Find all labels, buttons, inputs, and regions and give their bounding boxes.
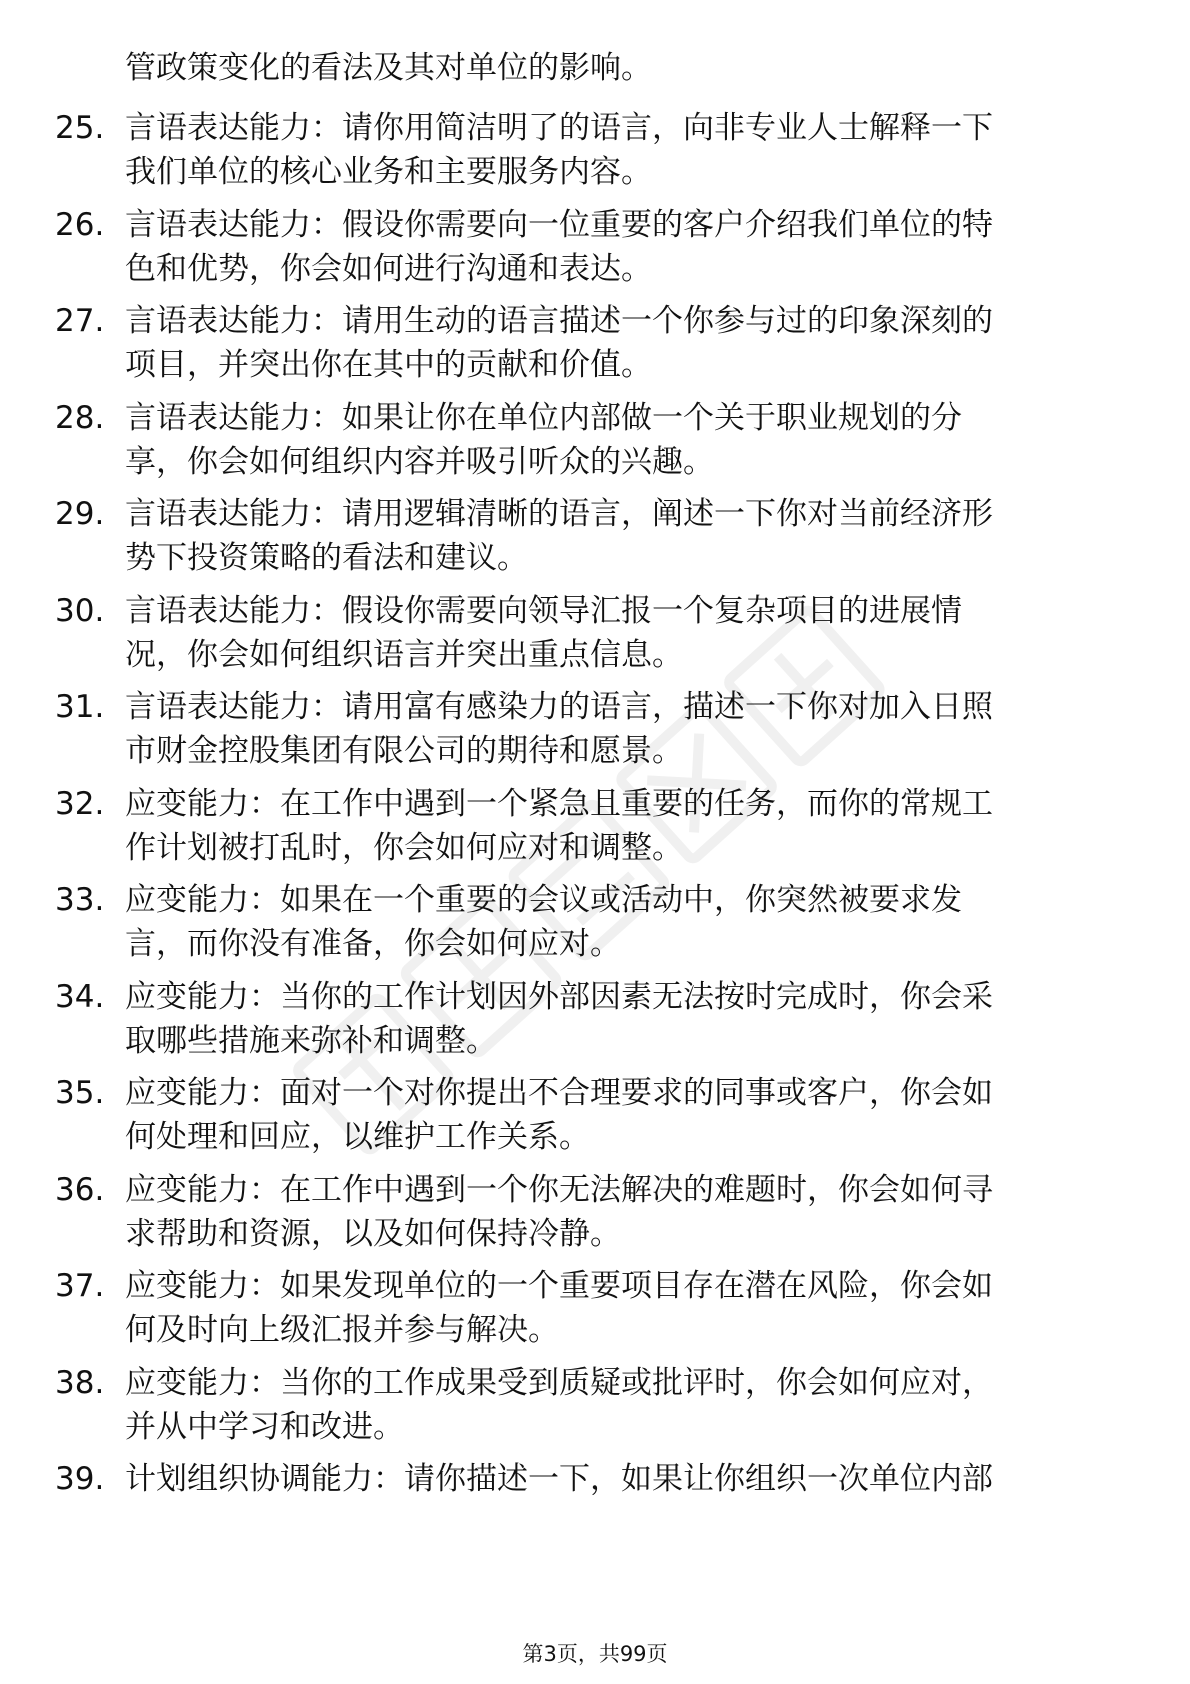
question-number: 25. [55, 110, 105, 146]
page-number: 第3页，共99页 [522, 1642, 668, 1666]
question-text [125, 299, 1115, 387]
question-text-line: 市财金控股集团有限公司的期待和愿景。 [125, 733, 683, 769]
question-number: 36. [55, 1172, 105, 1208]
question-text-line: 应变能力：当你的工作计划因外部因素无法按时完成时，你会采 [125, 979, 993, 1015]
question-number: 29. [55, 496, 105, 532]
question-text [125, 1457, 1115, 1501]
question-text-line: 享，你会如何组织内容并吸引听众的兴趣。 [125, 444, 714, 480]
question-text [125, 1264, 1115, 1352]
question-text-line: 应变能力：在工作中遇到一个你无法解决的难题时，你会如何寻 [125, 1172, 993, 1208]
question-text [125, 1361, 1115, 1449]
question-text-line: 并从中学习和改进。 [125, 1409, 404, 1445]
question-text-line: 言语表达能力：请用富有感染力的语言，描述一下你对加入日照 [125, 689, 993, 725]
question-text-line: 势下投资策略的看法和建议。 [125, 540, 528, 576]
question-number: 27. [55, 303, 105, 339]
question-text [125, 1071, 1115, 1159]
question-text-line: 言语表达能力：请用生动的语言描述一个你参与过的印象深刻的 [125, 303, 993, 339]
question-number: 26. [55, 207, 105, 243]
question-text-line: 我们单位的核心业务和主要服务内容。 [125, 154, 652, 190]
question-text [125, 492, 1115, 580]
question-text-line: 求帮助和资源，以及如何保持冷静。 [125, 1216, 621, 1252]
question-number: 37. [55, 1268, 105, 1304]
question-text-line: 应变能力：在工作中遇到一个紧急且重要的任务，而你的常规工 [125, 786, 993, 822]
question-text-line: 况，你会如何组织语言并突出重点信息。 [125, 637, 683, 673]
question-text-line: 项目，并突出你在其中的贡献和价值。 [125, 347, 652, 383]
question-text-line: 应变能力：如果发现单位的一个重要项目存在潜在风险，你会如 [125, 1268, 993, 1304]
question-text [125, 782, 1115, 870]
question-text [125, 203, 1115, 291]
question-text-line: 何及时向上级汇报并参与解决。 [125, 1312, 559, 1348]
question-text-line: 何处理和回应，以维护工作关系。 [125, 1119, 590, 1155]
question-number: 31. [55, 689, 105, 725]
question-number: 39. [55, 1461, 105, 1497]
question-number: 38. [55, 1365, 105, 1401]
question-text-line: 言语表达能力：假设你需要向领导汇报一个复杂项目的进展情 [125, 593, 962, 629]
question-text [125, 589, 1115, 677]
question-text [125, 685, 1115, 773]
question-text [125, 878, 1115, 966]
question-text-line: 言，而你没有准备，你会如何应对。 [125, 926, 621, 962]
question-text-line: 应变能力：面对一个对你提出不合理要求的同事或客户，你会如 [125, 1075, 993, 1111]
question-text-line: 言语表达能力：请你用简洁明了的语言，向非专业人士解释一下 [125, 110, 993, 146]
question-number: 34. [55, 979, 105, 1015]
question-text-line: 计划组织协调能力：请你描述一下，如果让你组织一次单位内部 [125, 1461, 993, 1497]
question-number: 32. [55, 786, 105, 822]
question-text-line: 应变能力：如果在一个重要的会议或活动中，你突然被要求发 [125, 882, 962, 918]
question-text-line: 言语表达能力：如果让你在单位内部做一个关于职业规划的分 [125, 400, 962, 436]
question-text [125, 106, 1115, 194]
question-number: 33. [55, 882, 105, 918]
question-text [125, 1168, 1115, 1256]
question-text-line: 言语表达能力：请用逻辑清晰的语言，阐述一下你对当前经济形 [125, 496, 993, 532]
question-number: 28. [55, 400, 105, 436]
continued-question-text: 管政策变化的看法及其对单位的影响。 [125, 50, 652, 86]
question-text-line: 色和优势，你会如何进行沟通和表达。 [125, 251, 652, 287]
question-text-line: 言语表达能力：假设你需要向一位重要的客户介绍我们单位的特 [125, 207, 993, 243]
question-text-line: 作计划被打乱时，你会如何应对和调整。 [125, 830, 683, 866]
question-text [125, 396, 1115, 484]
question-text-line: 取哪些措施来弥补和调整。 [125, 1023, 497, 1059]
question-text-line: 应变能力：当你的工作成果受到质疑或批评时，你会如何应对， [125, 1365, 993, 1401]
question-number: 30. [55, 593, 105, 629]
question-number: 35. [55, 1075, 105, 1111]
question-text [125, 975, 1115, 1063]
